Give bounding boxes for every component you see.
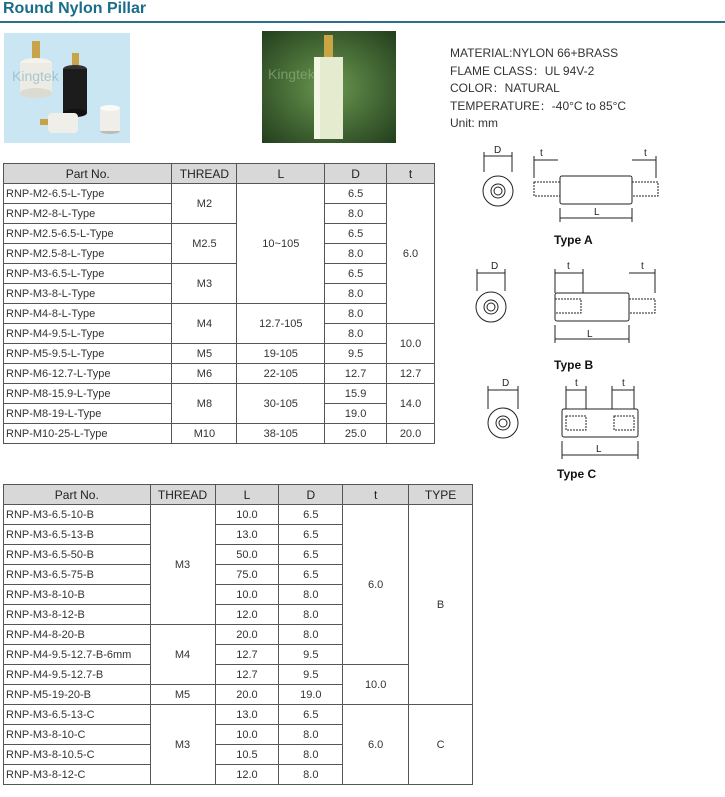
table-row xyxy=(4,184,435,204)
diameter-cell: 8.0 xyxy=(279,605,343,625)
part-no-cell: RNP-M3-8-10-B xyxy=(4,585,151,605)
length-cell: 10~105 xyxy=(237,184,325,304)
thread-cell: M5 xyxy=(172,344,237,364)
part-no-cell: RNP-M3-6.5-10-B xyxy=(4,505,151,525)
part-no-cell: RNP-M5-19-20-B xyxy=(4,685,151,705)
table-header-row xyxy=(4,485,473,505)
product-photo-single xyxy=(262,31,396,143)
length-cell: 10.0 xyxy=(215,725,279,745)
length-cell: 30-105 xyxy=(237,384,325,424)
table-row xyxy=(4,264,435,284)
table-row xyxy=(4,344,435,364)
diameter-cell: 6.5 xyxy=(279,705,343,725)
length-cell: 50.0 xyxy=(215,545,279,565)
diameter-cell: 12.7 xyxy=(325,364,387,384)
spec-list xyxy=(450,45,626,133)
length-cell: 12.0 xyxy=(215,605,279,625)
table-row xyxy=(4,304,435,324)
diameter-cell: 8.0 xyxy=(279,725,343,745)
t-cell: 6.0 xyxy=(387,184,435,324)
t-cell: 6.0 xyxy=(343,505,409,665)
dim-label-l: L xyxy=(596,444,602,455)
watermark-text: Kingtek xyxy=(268,66,315,82)
part-no-cell: RNP-M2.5-6.5-L-Type xyxy=(4,224,172,244)
t-cell: 14.0 xyxy=(387,384,435,424)
thread-cell: M10 xyxy=(172,424,237,444)
dim-label-t: t xyxy=(641,261,644,272)
part-no-cell: RNP-M2.5-8-L-Type xyxy=(4,244,172,264)
length-cell: 13.0 xyxy=(215,525,279,545)
header-part-no: Part No. xyxy=(4,485,151,505)
spec-table-type-b-c xyxy=(3,484,473,785)
dim-label-d: D xyxy=(494,145,502,156)
diagram-type-a xyxy=(472,142,668,230)
thread-cell: M3 xyxy=(150,505,215,625)
part-no-cell: RNP-M3-6.5-13-C xyxy=(4,705,151,725)
table-row xyxy=(4,705,473,725)
part-no-cell: RNP-M3-8-12-B xyxy=(4,605,151,625)
thread-cell: M3 xyxy=(172,264,237,304)
thread-cell: M4 xyxy=(172,304,237,344)
part-no-cell: RNP-M3-6.5-13-B xyxy=(4,525,151,545)
diameter-cell: 15.9 xyxy=(325,384,387,404)
diameter-cell: 8.0 xyxy=(279,585,343,605)
dim-label-t: t xyxy=(567,261,570,272)
table-row xyxy=(4,224,435,244)
page-title: Round Nylon Pillar xyxy=(3,0,147,17)
diameter-cell: 8.0 xyxy=(325,324,387,344)
part-no-cell: RNP-M3-6.5-50-B xyxy=(4,545,151,565)
diameter-cell: 6.5 xyxy=(325,224,387,244)
part-no-cell: RNP-M2-8-L-Type xyxy=(4,204,172,224)
caption-type-c: Type C xyxy=(557,467,597,481)
part-no-cell: RNP-M6-12.7-L-Type xyxy=(4,364,172,384)
dim-label-t: t xyxy=(622,378,625,389)
part-no-cell: RNP-M3-8-12-C xyxy=(4,765,151,785)
table-row xyxy=(4,665,473,685)
part-no-cell: RNP-M4-9.5-12.7-B xyxy=(4,665,151,685)
table-row xyxy=(4,364,435,384)
dim-label-d: D xyxy=(491,261,499,272)
diameter-cell: 6.5 xyxy=(279,525,343,545)
diameter-cell: 6.5 xyxy=(279,505,343,525)
spec-material: MATERIAL:NYLON 66+BRASS xyxy=(450,46,619,60)
diagram-type-b xyxy=(473,257,669,349)
part-no-cell: RNP-M4-8-20-B xyxy=(4,625,151,645)
dim-label-t: t xyxy=(575,378,578,389)
part-no-cell: RNP-M3-8-10.5-C xyxy=(4,745,151,765)
spec-unit: Unit: mm xyxy=(450,116,498,130)
thread-cell: M2.5 xyxy=(172,224,237,264)
diameter-cell: 8.0 xyxy=(325,204,387,224)
thread-cell: M4 xyxy=(150,625,215,685)
length-cell: 75.0 xyxy=(215,565,279,585)
table-row xyxy=(4,384,435,404)
header-d: D xyxy=(279,485,343,505)
length-cell: 10.0 xyxy=(215,505,279,525)
diameter-cell: 25.0 xyxy=(325,424,387,444)
part-no-cell: RNP-M3-6.5-L-Type xyxy=(4,264,172,284)
thread-cell: M5 xyxy=(150,685,215,705)
length-cell: 12.7 xyxy=(215,665,279,685)
length-cell: 10.0 xyxy=(215,585,279,605)
t-cell: 10.0 xyxy=(387,324,435,364)
part-no-cell: RNP-M5-9.5-L-Type xyxy=(4,344,172,364)
header-l: L xyxy=(237,164,325,184)
diameter-cell: 8.0 xyxy=(279,745,343,765)
length-cell: 22-105 xyxy=(237,364,325,384)
length-cell: 10.5 xyxy=(215,745,279,765)
diameter-cell: 6.5 xyxy=(325,264,387,284)
product-photo-assorted xyxy=(4,33,130,143)
t-cell: 12.7 xyxy=(387,364,435,384)
table-header-row xyxy=(4,164,435,184)
part-no-cell: RNP-M10-25-L-Type xyxy=(4,424,172,444)
diameter-cell: 6.5 xyxy=(279,565,343,585)
diameter-cell: 6.5 xyxy=(279,545,343,565)
dim-label-d: D xyxy=(502,378,510,389)
dim-label-t: t xyxy=(540,148,543,159)
type-cell: B xyxy=(409,505,473,705)
title-divider xyxy=(0,21,725,23)
part-no-cell: RNP-M3-6.5-75-B xyxy=(4,565,151,585)
diameter-cell: 9.5 xyxy=(279,645,343,665)
spec-color: COLOR：NATURAL xyxy=(450,81,560,95)
diameter-cell: 6.5 xyxy=(325,184,387,204)
t-cell: 20.0 xyxy=(387,424,435,444)
thread-cell: M6 xyxy=(172,364,237,384)
diameter-cell: 19.0 xyxy=(279,685,343,705)
part-no-cell: RNP-M4-9.5-L-Type xyxy=(4,324,172,344)
caption-type-a: Type A xyxy=(554,233,593,247)
header-t: t xyxy=(343,485,409,505)
diameter-cell: 9.5 xyxy=(325,344,387,364)
part-no-cell: RNP-M3-8-L-Type xyxy=(4,284,172,304)
diameter-cell: 8.0 xyxy=(279,765,343,785)
length-cell: 20.0 xyxy=(215,685,279,705)
dim-label-l: L xyxy=(594,207,600,218)
part-no-cell: RNP-M2-6.5-L-Type xyxy=(4,184,172,204)
length-cell: 38-105 xyxy=(237,424,325,444)
part-no-cell: RNP-M8-15.9-L-Type xyxy=(4,384,172,404)
length-cell: 12.0 xyxy=(215,765,279,785)
part-no-cell: RNP-M4-9.5-12.7-B-6mm xyxy=(4,645,151,665)
spec-temperature: TEMPERATURE：-40°C to 85°C xyxy=(450,98,627,113)
thread-cell: M2 xyxy=(172,184,237,224)
diameter-cell: 8.0 xyxy=(325,244,387,264)
diameter-cell: 9.5 xyxy=(279,665,343,685)
part-no-cell: RNP-M3-8-10-C xyxy=(4,725,151,745)
length-cell: 20.0 xyxy=(215,625,279,645)
length-cell: 19-105 xyxy=(237,344,325,364)
spec-table-type-l xyxy=(3,163,435,444)
length-cell: 13.0 xyxy=(215,705,279,725)
table-row xyxy=(4,505,473,525)
part-no-cell: RNP-M8-19-L-Type xyxy=(4,404,172,424)
diagram-type-c xyxy=(482,375,660,465)
caption-type-b: Type B xyxy=(554,358,594,372)
header-type: TYPE xyxy=(409,485,473,505)
dim-label-l: L xyxy=(587,329,593,340)
header-d: D xyxy=(325,164,387,184)
t-cell: 10.0 xyxy=(343,665,409,705)
thread-cell: M3 xyxy=(150,705,215,785)
header-t: t xyxy=(387,164,435,184)
diameter-cell: 8.0 xyxy=(325,304,387,324)
diameter-cell: 19.0 xyxy=(325,404,387,424)
watermark-text: Kingtek xyxy=(12,68,59,84)
header-part-no: Part No. xyxy=(4,164,172,184)
part-no-cell: RNP-M4-8-L-Type xyxy=(4,304,172,324)
spec-flame-class: FLAME CLASS：UL 94V-2 xyxy=(450,63,595,78)
thread-cell: M8 xyxy=(172,384,237,424)
table-row xyxy=(4,424,435,444)
length-cell: 12.7-105 xyxy=(237,304,325,344)
length-cell: 12.7 xyxy=(215,645,279,665)
diameter-cell: 8.0 xyxy=(279,625,343,645)
header-thread: THREAD xyxy=(172,164,237,184)
dim-label-t: t xyxy=(644,148,647,159)
t-cell: 6.0 xyxy=(343,705,409,785)
header-l: L xyxy=(215,485,279,505)
header-thread: THREAD xyxy=(150,485,215,505)
diameter-cell: 8.0 xyxy=(325,284,387,304)
type-cell: C xyxy=(409,705,473,785)
